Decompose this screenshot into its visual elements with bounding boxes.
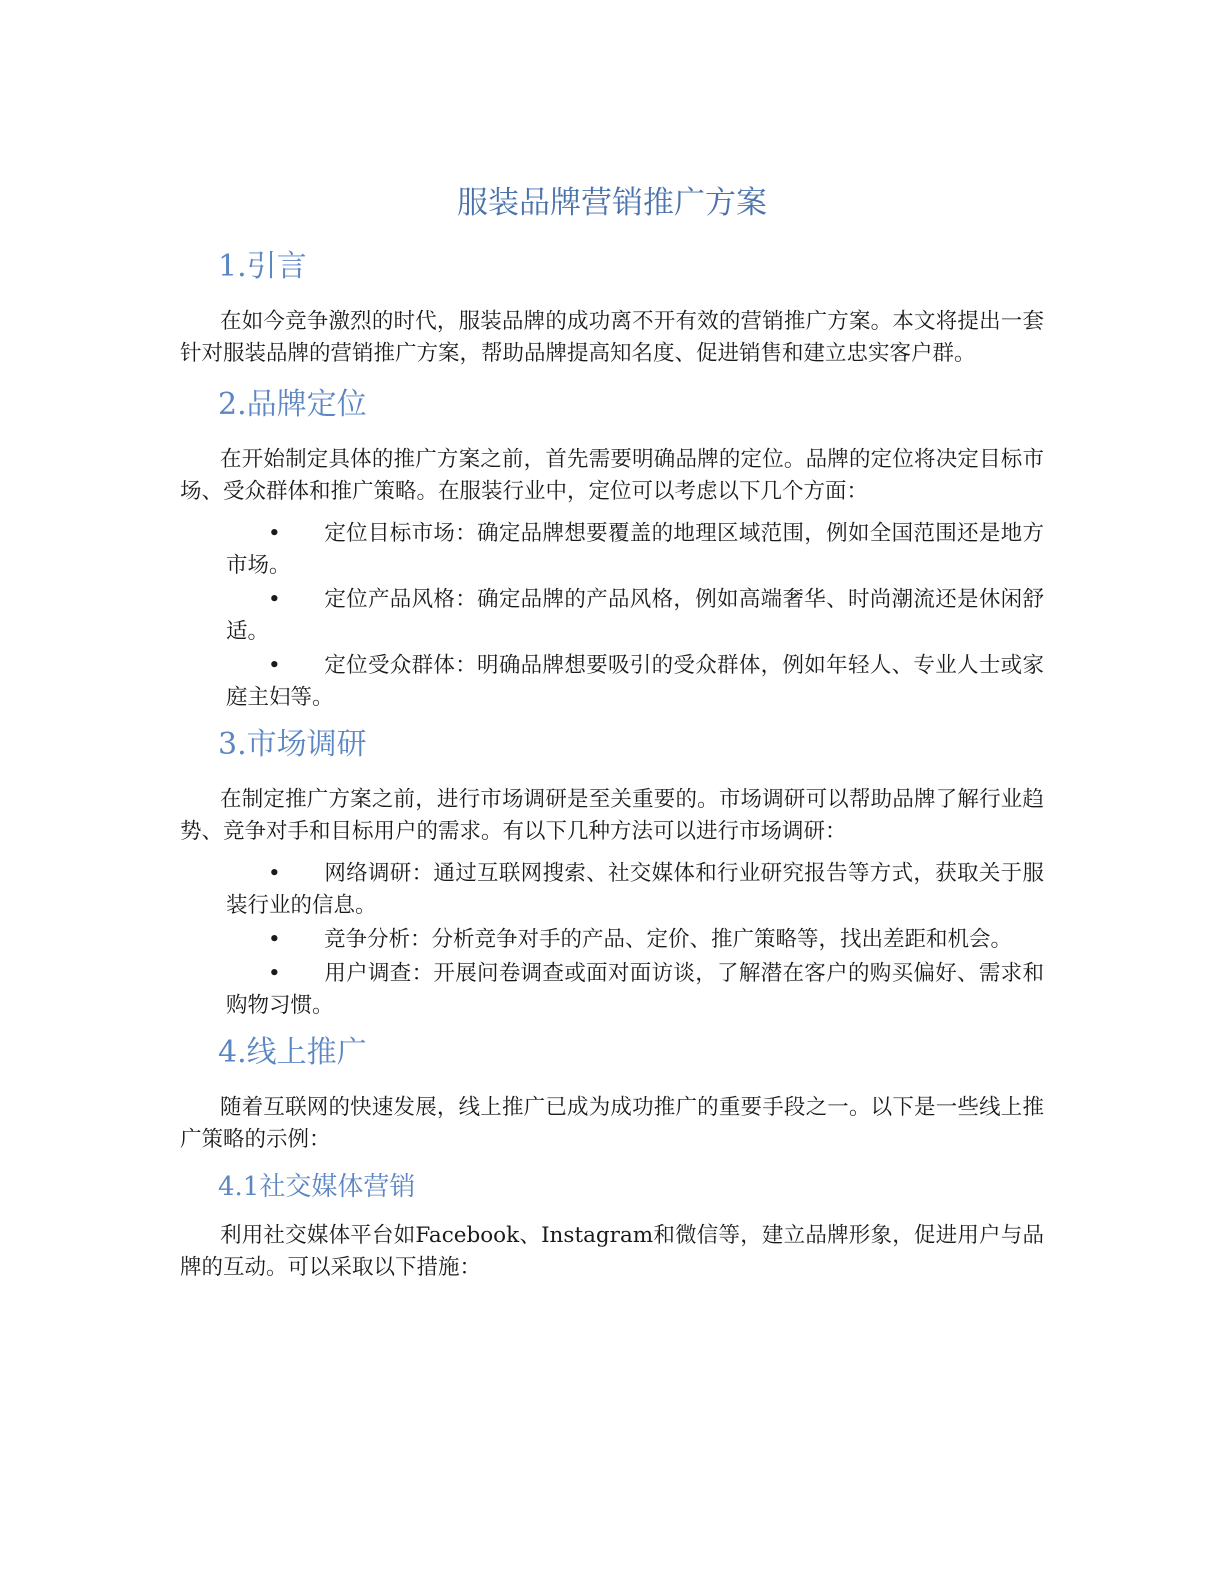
list-item-text: 定位受众群体：明确品牌想要吸引的受众群体，例如年轻人、专业人士或家庭主妇等。: [226, 653, 1044, 710]
section-heading: 3.市场调研: [218, 727, 367, 762]
list-item-text: 用户调查：开展问卷调查或面对面访谈，了解潜在客户的购买偏好、需求和购物习惯。: [226, 961, 1044, 1018]
bullet-icon: •: [268, 961, 281, 986]
document-title: 服装品牌营销推广方案: [457, 185, 767, 221]
subsection-social-media: [180, 1166, 1044, 1284]
list-item-text: 网络调研：通过互联网搜索、社交媒体和行业研究报告等方式，获取关于服装行业的信息。: [226, 861, 1044, 918]
section-heading: 1.引言: [218, 249, 307, 284]
list-item: [226, 584, 1044, 648]
bullet-icon: •: [268, 587, 281, 612]
list-item: [226, 650, 1044, 714]
list-item: [226, 958, 1044, 1022]
bullet-list: [180, 518, 1044, 714]
paragraph: 随着互联网的快速发展，线上推广已成为成功推广的重要手段之一。以下是一些线上推广策略的示例：: [180, 1095, 1044, 1152]
subsection-heading: 4.1社交媒体营销: [218, 1172, 416, 1202]
paragraph: 在开始制定具体的推广方案之前，首先需要明确品牌的定位。品牌的定位将决定目标市场、受众群体和推广策略。在服装行业中，定位可以考虑以下几个方面：: [180, 447, 1044, 504]
list-item-text: 竞争分析：分析竞争对手的产品、定价、推广策略等，找出差距和机会。: [324, 927, 1013, 952]
section-heading: 4.线上推广: [218, 1035, 367, 1070]
section-introduction: [180, 242, 1044, 370]
section-brand-positioning: [180, 380, 1044, 714]
bullet-icon: •: [268, 927, 281, 952]
bullet-icon: •: [268, 521, 281, 546]
list-item-text: 定位目标市场：确定品牌想要覆盖的地理区域范围，例如全国范围还是地方市场。: [226, 521, 1044, 578]
list-item: [226, 858, 1044, 922]
list-item: [226, 924, 1044, 956]
bullet-icon: •: [268, 861, 281, 886]
paragraph: 在如今竞争激烈的时代，服装品牌的成功离不开有效的营销推广方案。本文将提出一套针对服装品牌的营销推广方案，帮助品牌提高知名度、促进销售和建立忠实客户群。: [180, 309, 1044, 366]
paragraph: 利用社交媒体平台如Facebook、Instagram和微信等，建立品牌形象，促进用户与品牌的互动。可以采取以下措施：: [180, 1223, 1044, 1280]
list-item-text: 定位产品风格：确定品牌的产品风格，例如高端奢华、时尚潮流还是休闲舒适。: [226, 587, 1044, 644]
section-online-promotion: [180, 1028, 1044, 1156]
section-heading: 2.品牌定位: [218, 387, 367, 422]
section-market-research: [180, 720, 1044, 1022]
paragraph: 在制定推广方案之前，进行市场调研是至关重要的。市场调研可以帮助品牌了解行业趋势、竞争对手和目标用户的需求。有以下几种方法可以进行市场调研：: [180, 787, 1044, 844]
list-item: [226, 518, 1044, 582]
bullet-list: [180, 858, 1044, 1022]
document-page: [180, 178, 1044, 1294]
bullet-icon: •: [268, 653, 281, 678]
